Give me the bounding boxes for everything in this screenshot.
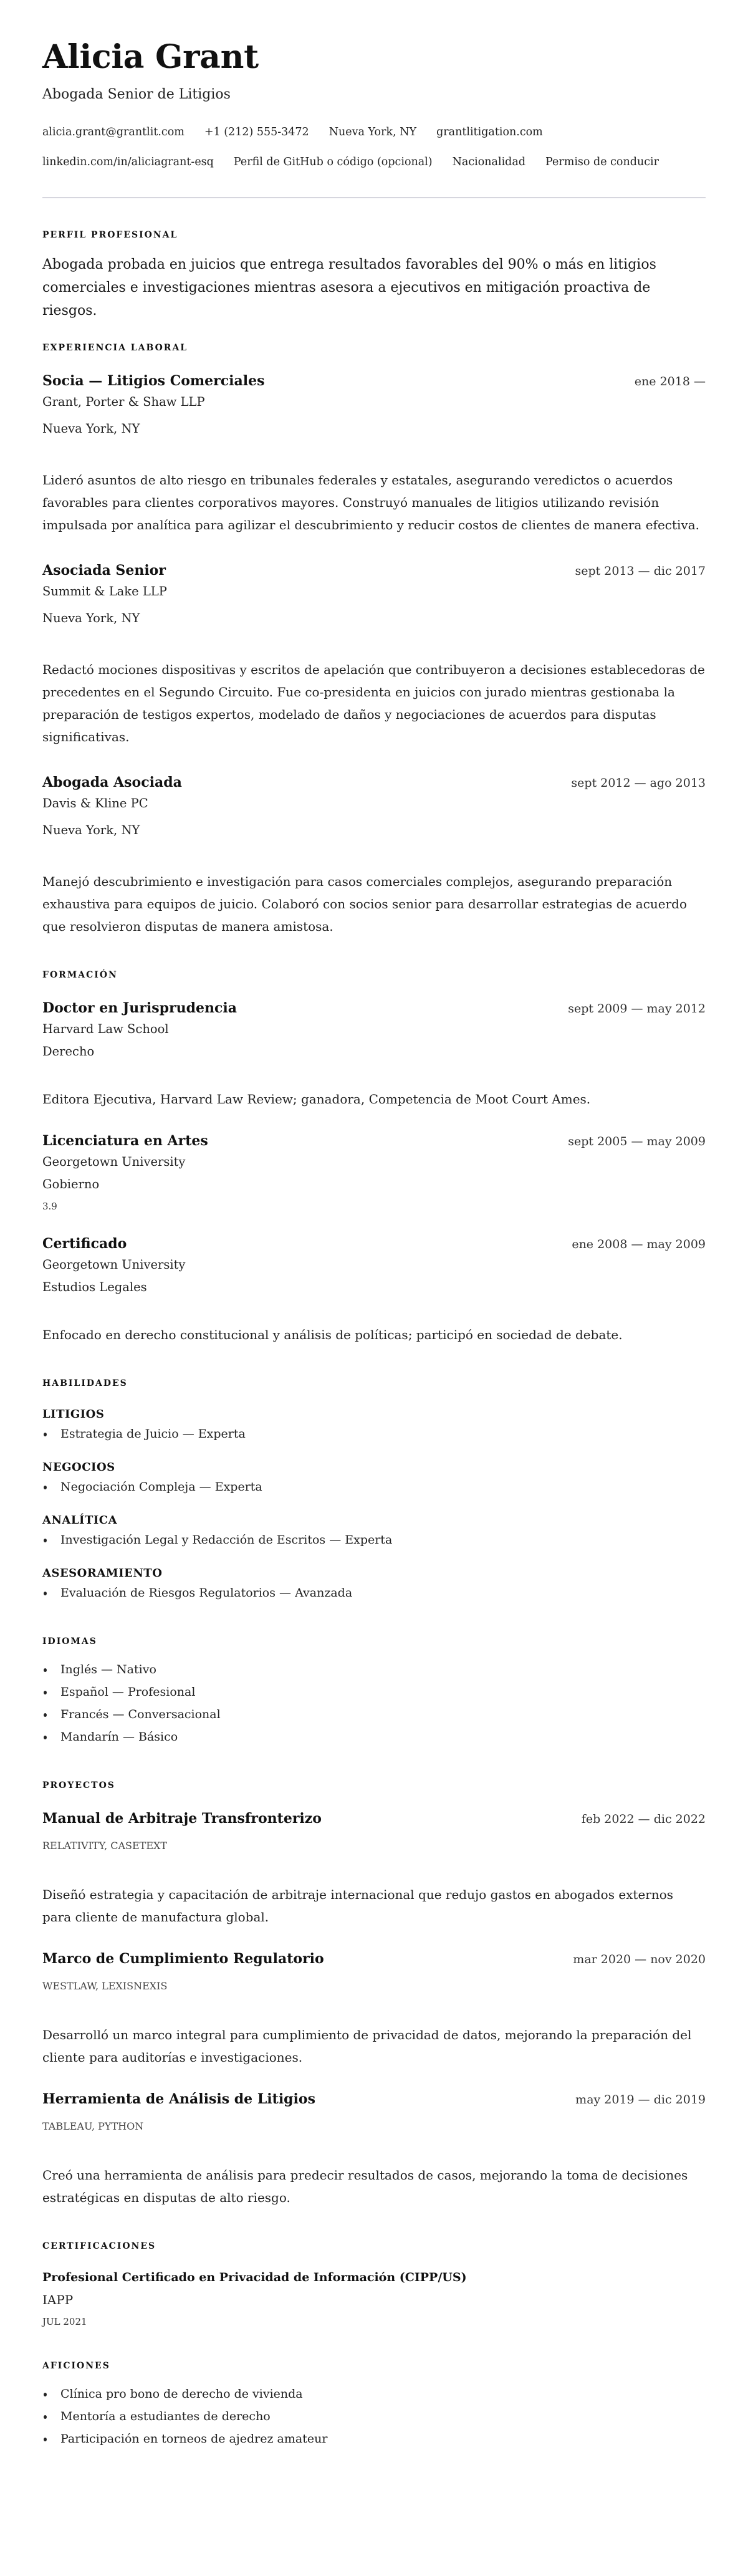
project-technologies: TABLEAU, PYTHON xyxy=(42,2120,144,2132)
job-description: Manejó descubrimiento e investigación para casos comerciales complejos, asegurando preparación exhaustiva para equipos de juicio. Colaboró con socios senior para desarrollar estrategias de acuerdo que resolvieron disputas de manera amistosa. xyxy=(42,874,688,934)
entry-title: Marco de Cumplimiento Regulatorio xyxy=(42,1951,324,1967)
experience-entry xyxy=(42,773,706,938)
certification-issuer: IAPP xyxy=(42,2292,74,2307)
entry-header xyxy=(42,1809,706,1829)
section-heading: CERTIFICACIONES xyxy=(42,2241,156,2251)
entry-date: feb 2022 — dic 2022 xyxy=(581,1812,706,1826)
skill-items xyxy=(42,1476,706,1498)
school-name: Georgetown University xyxy=(42,1257,186,1272)
languages-list xyxy=(42,1658,706,1748)
entry-header xyxy=(42,999,706,1018)
certifications-section xyxy=(42,2240,706,2328)
education-section xyxy=(42,969,706,1346)
project-technologies: WESTLAW, LEXISNEXIS xyxy=(42,1980,168,1992)
skill-group xyxy=(42,1512,706,1551)
project-entry xyxy=(42,1949,706,2069)
entry-title: Doctor en Jurisprudencia xyxy=(42,1000,237,1016)
hobbies-section xyxy=(42,2360,706,2450)
language-item: Mandarín — Básico xyxy=(42,1726,706,1748)
job-location: Nueva York, NY xyxy=(42,611,140,625)
contact-location: Nueva York, NY xyxy=(328,126,417,138)
entry-header xyxy=(42,1949,706,1969)
skill-item: Estrategia de Juicio — Experta xyxy=(42,1423,706,1445)
language-item: Francés — Conversacional xyxy=(42,1703,706,1726)
languages-section xyxy=(42,1635,706,1748)
section-heading: HABILIDADES xyxy=(42,1378,128,1388)
certification-entry xyxy=(42,2268,706,2328)
contact-website[interactable]: grantlitigation.com xyxy=(436,126,543,138)
section-heading: EXPERIENCIA LABORAL xyxy=(42,343,188,353)
job-description: Redactó mociones dispositivas y escritos de apelación que contribuyeron a decisiones establecedoras de precedentes en el Segundo Circuito. Fue co-presidenta en juicios con jurado mientras gestionaba la preparación de testigos expertos, modelado de daños y negociaciones de acuerdos para disputas significativas. xyxy=(42,662,705,744)
entry-title: Manual de Arbitraje Transfronterizo xyxy=(42,1810,322,1827)
hobby-item: Clínica pro bono de derecho de vivienda xyxy=(42,2383,706,2405)
entry-date: may 2019 — dic 2019 xyxy=(575,2093,706,2107)
language-item: Inglés — Nativo xyxy=(42,1658,706,1681)
skill-group xyxy=(42,1565,706,1604)
project-entry xyxy=(42,2090,706,2209)
job-location: Nueva York, NY xyxy=(42,421,140,436)
field-of-study: Gobierno xyxy=(42,1177,100,1191)
gpa-value: 3.9 xyxy=(42,1201,57,1212)
entry-title: Socia — Litigios Comerciales xyxy=(42,373,265,389)
education-entry xyxy=(42,1132,706,1213)
project-description: Diseñó estrategia y capacitación de arbitraje internacional que redujo gastos en abogados externos para cliente de manufactura global. xyxy=(42,1887,674,1925)
field-of-study: Derecho xyxy=(42,1044,95,1059)
project-description: Creó una herramienta de análisis para predecir resultados de casos, mejorando la toma de decisiones estratégicas en disputas de alto riesgo. xyxy=(42,2168,688,2205)
skill-category: ANALÍTICA xyxy=(42,1514,118,1527)
school-name: Harvard Law School xyxy=(42,1022,169,1036)
entry-date: ene 2008 — may 2009 xyxy=(572,1238,706,1251)
job-location: Nueva York, NY xyxy=(42,823,140,837)
skill-group xyxy=(42,1459,706,1498)
skills-section xyxy=(42,1377,706,1604)
entry-title: Asociada Senior xyxy=(42,562,166,579)
projects-list xyxy=(42,1809,706,2209)
section-heading: IDIOMAS xyxy=(42,1636,97,1646)
certifications-list xyxy=(42,2268,706,2328)
language-item: Español — Profesional xyxy=(42,1681,706,1703)
experience-entry xyxy=(42,561,706,748)
education-list xyxy=(42,999,706,1346)
skill-category: NEGOCIOS xyxy=(42,1461,115,1474)
entry-title: Licenciatura en Artes xyxy=(42,1133,208,1149)
school-name: Georgetown University xyxy=(42,1155,186,1169)
entry-header xyxy=(42,1234,706,1254)
entry-header xyxy=(42,773,706,792)
skill-items xyxy=(42,1529,706,1551)
projects-section xyxy=(42,1779,706,2209)
skill-category: ASESORAMIENTO xyxy=(42,1567,163,1580)
entry-date: sept 2009 — may 2012 xyxy=(568,1002,706,1016)
contact-nationality: Nacionalidad xyxy=(452,156,526,168)
entry-header xyxy=(42,561,706,580)
section-heading: PERFIL PROFESIONAL xyxy=(42,230,178,240)
contact-email[interactable]: alicia.grant@grantlit.com xyxy=(42,126,185,138)
entry-date: sept 2005 — may 2009 xyxy=(568,1135,706,1148)
hobby-item: Participación en torneos de ajedrez amateur xyxy=(42,2428,706,2450)
education-description: Enfocado en derecho constitucional y análisis de políticas; participó en sociedad de debate. xyxy=(42,1327,623,1342)
skill-items xyxy=(42,1582,706,1604)
entry-title: Certificado xyxy=(42,1236,127,1252)
entry-title: Abogada Asociada xyxy=(42,774,182,791)
certification-title: Profesional Certificado en Privacidad de Información (CIPP/US) xyxy=(42,2271,467,2284)
section-heading: PROYECTOS xyxy=(42,1781,115,1790)
entry-header xyxy=(42,372,706,391)
section-heading: AFICIONES xyxy=(42,2361,110,2371)
contact-linkedin[interactable]: linkedin.com/in/aliciagrant-esq xyxy=(42,156,214,168)
section-heading: FORMACIÓN xyxy=(42,970,118,980)
company-name: Summit & Lake LLP xyxy=(42,584,167,598)
education-entry xyxy=(42,999,706,1110)
resume-header xyxy=(42,39,706,171)
skill-item: Evaluación de Riesgos Regulatorios — Avanzada xyxy=(42,1582,706,1604)
education-description: Editora Ejecutiva, Harvard Law Review; ganadora, Competencia de Moot Court Ames. xyxy=(42,1092,591,1107)
skills-list xyxy=(42,1406,706,1604)
skill-item: Investigación Legal y Redacción de Escritos — Experta xyxy=(42,1529,706,1551)
experience-section xyxy=(42,342,706,938)
certification-date: JUL 2021 xyxy=(42,2316,87,2327)
entry-header xyxy=(42,2090,706,2109)
entry-date: mar 2020 — nov 2020 xyxy=(573,1953,706,1966)
company-name: Davis & Kline PC xyxy=(42,796,148,810)
entry-date: ene 2018 — xyxy=(634,375,706,388)
candidate-name: Alicia Grant xyxy=(42,38,259,76)
contact-github[interactable]: Perfil de GitHub o código (opcional) xyxy=(233,156,433,168)
contact-list xyxy=(42,123,706,171)
summary-section xyxy=(42,229,706,322)
candidate-headline: Abogada Senior de Litigios xyxy=(42,87,231,102)
entry-date: sept 2013 — dic 2017 xyxy=(575,564,706,578)
skill-items xyxy=(42,1423,706,1445)
contact-phone[interactable]: +1 (212) 555-3472 xyxy=(204,126,309,138)
education-entry xyxy=(42,1234,706,1346)
entry-date: sept 2012 — ago 2013 xyxy=(571,776,706,790)
project-entry xyxy=(42,1809,706,1928)
hobbies-list xyxy=(42,2383,706,2450)
skill-category: LITIGIOS xyxy=(42,1408,105,1421)
project-description: Desarrolló un marco integral para cumplimiento de privacidad de datos, mejorando la preparación del cliente para auditorías e investigaciones. xyxy=(42,2027,692,2065)
contact-driving-license: Permiso de conducir xyxy=(545,156,659,168)
experience-entry xyxy=(42,372,706,536)
job-description: Lideró asuntos de alto riesgo en tribunales federales y estatales, asegurando veredictos o acuerdos favorables para clientes corporativos mayores. Construyó manuales de litigios utilizando revisión impulsada por analítica para agilizar el descubrimiento y reducir costos de clientes de manera efectiva. xyxy=(42,473,700,532)
company-name: Grant, Porter & Shaw LLP xyxy=(42,395,205,409)
skill-item: Negociación Compleja — Experta xyxy=(42,1476,706,1498)
skill-group xyxy=(42,1406,706,1445)
field-of-study: Estudios Legales xyxy=(42,1280,147,1294)
header-divider xyxy=(42,197,706,198)
entry-title: Herramienta de Análisis de Litigios xyxy=(42,2091,315,2107)
experience-list xyxy=(42,372,706,938)
project-technologies: RELATIVITY, CASETEXT xyxy=(42,1840,168,1852)
hobby-item: Mentoría a estudiantes de derecho xyxy=(42,2405,706,2428)
summary-text: Abogada probada en juicios que entrega resultados favorables del 90% o más en litigios comerciales e investigaciones mientras asesora a ejecutivos en mitigación proactiva de riesgos. xyxy=(42,257,656,319)
entry-header xyxy=(42,1132,706,1151)
